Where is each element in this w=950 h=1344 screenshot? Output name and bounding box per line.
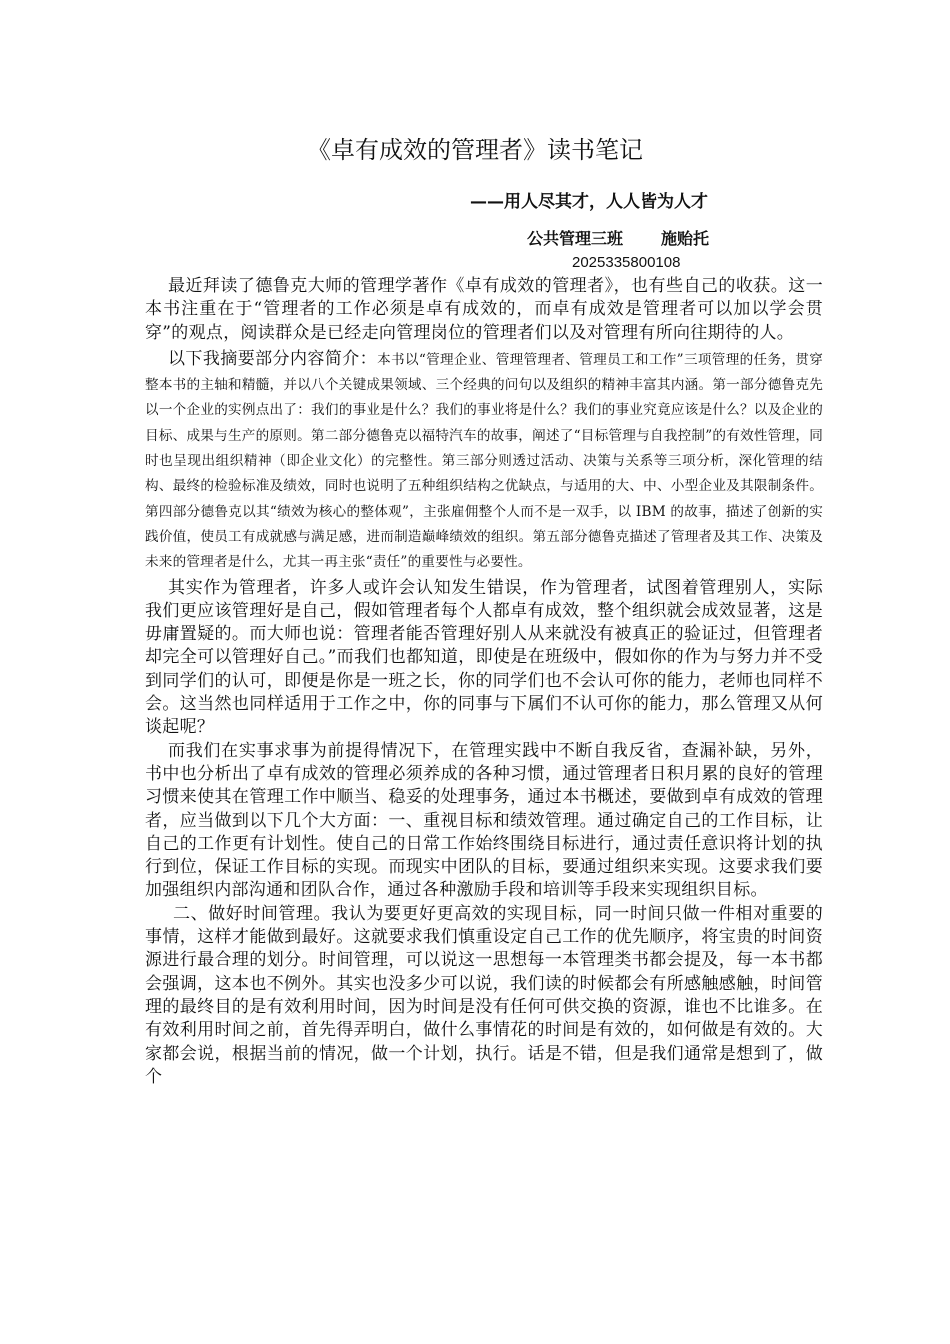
- author-line: [527, 228, 709, 250]
- document-subtitle: ——用人尽其才，人人皆为人才: [470, 192, 708, 212]
- author-class: 公共管理三班: [527, 229, 624, 248]
- paragraph-intro: 最近拜读了德鲁克大师的管理学著作《卓有成效的管理者》，也有些自己的收获。这一本书注重在于“管理者的工作必须是卓有成效的，而卓有成效是管理者可以加以学会贯穿”的观点，阅读群众是已经走向管理岗位的管理者们以及对管理有所向往期待的人。: [145, 276, 823, 343]
- paragraph-time-management: 二、做好时间管理。我认为要更好更高效的实现目标，同一时间只做一件相对重要的事情，这样才能做到最好。这就要求我们慎重设定自己工作的优先顺序，将宝贵的时间资源进行最合理的划分。时间管理，可以说这一思想每一本管理类书都会提及，每一本书都会强调，这本也不例外。其实也没多少可以说，我们读的时候都会有所感触感触，时间管理的最终目的是有效利用时间，因为时间是没有任何可供交换的资源，谁也不比谁多。在有效利用时间之前，首先得弄明白，做什么事情花的时间是有效的，如何做是有效的。大家都会说，根据当前的情况，做一个计划，执行。话是不错，但是我们通常是想到了，做个: [145, 903, 823, 1087]
- summary-text: 本书以“管理企业、管理管理者、管理员工和工作”三项管理的任务，贯穿整本书的主轴和精髓，并以八个关键成果领域、三个经典的问句以及组织的精神丰富其内涵。第一部分德鲁克先以一个企业的实例点出了：我们的事业是什么？我们的事业将是什么？我们的事业究竟应该是什么？以及企业的目标、成果与生产的原则。第二部分德鲁克以福特汽车的故事，阐述了“目标管理与自我控制”的有效性管理，同时也呈现出组织精神（即企业文化）的完整性。第三部分则透过活动、决策与关系等三项分析，深化管理的结构、最终的检验标准及绩效，同时也说明了五种组织结构之优缺点，与适用的大、中、小型企业及其限制条件。第四部分德鲁克以其“绩效为核心的整体观”，主张雇佣整个人而不是一双手，以 IBM 的故事，描述了创新的实践价值，使员工有成就感与满足感，进而制造巅峰绩效的组织。第五部分德鲁克描述了管理者及其工作、决策及未来的管理者是什么，尤其一再主张“责任”的重要性与必要性。: [145, 351, 824, 571]
- summary-lead: 以下我摘要部分内容简介：: [168, 348, 378, 369]
- document-body: [145, 275, 823, 1089]
- paragraph-summary: [145, 347, 823, 575]
- paragraph-self-management: 其实作为管理者，许多人或许会认知发生错误，作为管理者，试图着管理别人，实际我们更应该管理好是自己，假如管理者每个人都卓有成效，整个组织就会成效显著，这是毋庸置疑的。而大师也说：管理者能否管理好别人从来就没有被真正的验证过，但管理者却完全可以管理好自己。”而我们也都知道，即使是在班级中，假如你的作为与努力并不受到同学们的认可，即便是你是一班之长，你的同学们也不会认可你的能力，老师也同样不会。这当然也同样适用于工作之中，你的同事与下属们不认可你的能力，那么管理又从何谈起呢？: [145, 577, 823, 738]
- document-title: 《卓有成效的管理者》读书笔记: [307, 136, 643, 164]
- student-id: 2025335800108: [572, 254, 681, 271]
- author-name: 施贻托: [661, 229, 710, 248]
- paragraph-goals: 而我们在实事求事为前提得情况下，在管理实践中不断自我反省，查漏补缺，另外，书中也分析出了卓有成效的管理必须养成的各种习惯，通过管理者日积月累的良好的管理习惯来使其在管理工作中顺当、稳妥的处理事务，通过本书概述，要做到卓有成效的管理者，应当做到以下几个大方面：一、重视目标和绩效管理。通过确定自己的工作目标，让自己的工作更有计划性。使自己的日常工作始终围绕目标进行，通过责任意识将计划的执行到位，保证工作目标的实现。而现实中团队的目标，要通过组织来实现。这要求我们要加强组织内部沟通和团队合作，通过各种激励手段和培训等手段来实现组织目标。: [145, 740, 823, 901]
